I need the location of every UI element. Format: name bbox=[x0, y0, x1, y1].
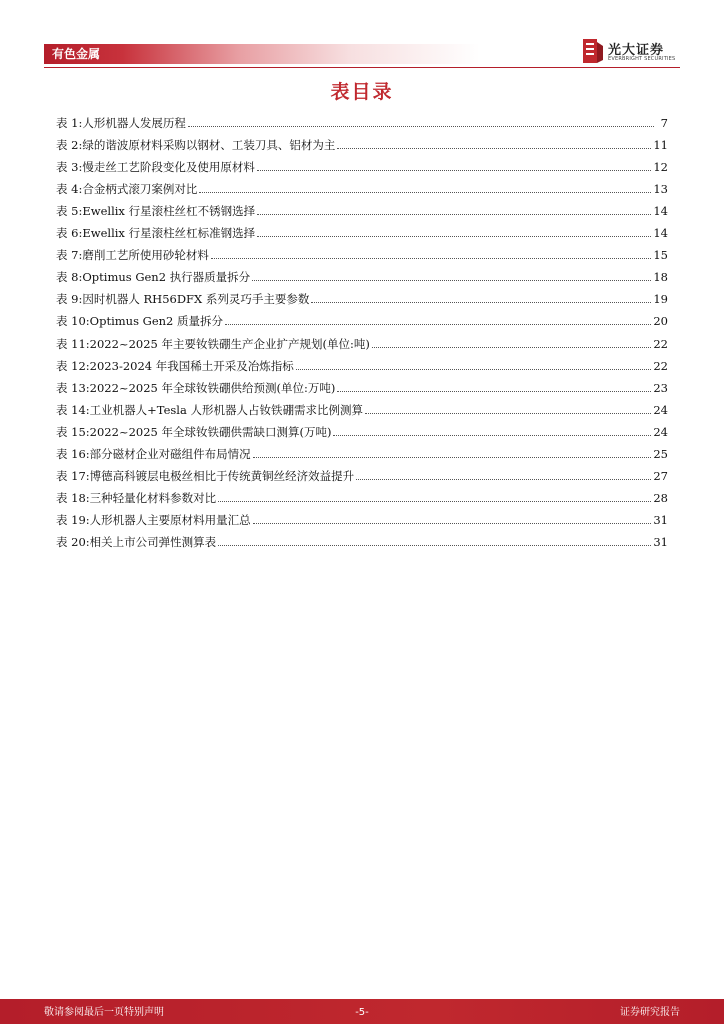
sector-label: 有色金属 bbox=[52, 47, 101, 61]
toc-entry-number: 表 11: bbox=[56, 336, 90, 351]
toc-entry-title: 工业机器人+Tesla 人形机器人占钕铁硼需求比例测算 bbox=[89, 402, 363, 417]
toc-dot-leader bbox=[311, 299, 651, 303]
toc-dot-leader bbox=[199, 189, 651, 193]
toc-entry[interactable] bbox=[56, 241, 668, 263]
toc-entry-page: 25 bbox=[653, 446, 668, 461]
logo-chinese-name: 光大证券 bbox=[608, 43, 665, 58]
toc-entry-number: 表 14: bbox=[56, 402, 90, 417]
everbright-logo-icon bbox=[582, 38, 604, 64]
toc-entry-title: 相关上市公司弹性测算表 bbox=[89, 534, 217, 549]
toc-entry[interactable] bbox=[56, 506, 668, 528]
toc-entry-number: 表 20: bbox=[56, 534, 90, 549]
toc-entry-title: 绿的谐波原材料采购以钢材、工装刀具、铝材为主 bbox=[82, 138, 336, 153]
toc-dot-leader bbox=[253, 520, 652, 524]
toc-entry-number: 表 17: bbox=[56, 468, 90, 483]
toc-dot-leader bbox=[356, 476, 651, 480]
toc-entry-title: 2022~2025 年全球钕铁硼供给预测(单位:万吨) bbox=[89, 380, 336, 395]
toc-entry-number: 表 6: bbox=[56, 226, 83, 241]
toc-entry-title: 人形机器人主要原材料用量汇总 bbox=[89, 512, 251, 527]
toc-entry-number: 表 18: bbox=[56, 490, 90, 505]
toc-entry[interactable] bbox=[56, 307, 668, 329]
toc-dot-leader bbox=[225, 321, 651, 325]
toc-entry-page: 14 bbox=[653, 204, 668, 219]
toc-dot-leader bbox=[333, 432, 651, 436]
toc-entry-page: 24 bbox=[653, 424, 668, 439]
footer-report-type: 证券研究报告 bbox=[620, 1007, 680, 1018]
toc-entry[interactable] bbox=[56, 528, 668, 550]
toc-entry-page: 31 bbox=[653, 534, 668, 549]
toc-entry[interactable] bbox=[56, 131, 668, 153]
header-band bbox=[44, 44, 480, 64]
toc-entry-number: 表 16: bbox=[56, 446, 90, 461]
toc-dot-leader bbox=[218, 542, 651, 546]
toc-entry-number: 表 19: bbox=[56, 512, 90, 527]
page-title: 表目录 bbox=[330, 81, 394, 103]
toc-entry-page: 23 bbox=[653, 380, 668, 395]
table-of-tables bbox=[56, 109, 668, 550]
toc-dot-leader bbox=[296, 366, 652, 370]
header-divider bbox=[44, 67, 680, 68]
toc-entry-number: 表 3: bbox=[56, 160, 83, 175]
toc-entry-number: 表 1: bbox=[56, 116, 83, 131]
toc-dot-leader bbox=[337, 388, 651, 392]
toc-dot-leader bbox=[365, 410, 651, 414]
toc-entry-title: 因时机器人 RH56DFX 系列灵巧手主要参数 bbox=[82, 292, 310, 307]
toc-entry-title: 2022~2025 年主要钕铁硼生产企业扩产规划(单位:吨) bbox=[89, 336, 370, 351]
toc-entry-page: 18 bbox=[653, 270, 668, 285]
toc-entry-number: 表 15: bbox=[56, 424, 90, 439]
toc-entry-page: 28 bbox=[653, 490, 668, 505]
toc-entry[interactable] bbox=[56, 175, 668, 197]
company-logo bbox=[582, 38, 682, 66]
toc-entry[interactable] bbox=[56, 352, 668, 374]
toc-entry[interactable] bbox=[56, 219, 668, 241]
toc-entry-title: 2023-2024 年我国稀土开采及冶炼指标 bbox=[89, 358, 294, 373]
toc-dot-leader bbox=[218, 498, 651, 502]
toc-entry[interactable] bbox=[56, 418, 668, 440]
toc-dot-leader bbox=[188, 123, 654, 127]
toc-entry-title: 博德高科镀层电极丝相比于传统黄铜丝经济效益提升 bbox=[89, 468, 355, 483]
toc-entry-page: 14 bbox=[653, 226, 668, 241]
toc-entry[interactable] bbox=[56, 109, 668, 131]
toc-entry[interactable] bbox=[56, 484, 668, 506]
toc-entry-title: 部分磁材企业对磁组件布局情况 bbox=[89, 446, 251, 461]
toc-entry[interactable] bbox=[56, 440, 668, 462]
toc-dot-leader bbox=[257, 211, 651, 215]
toc-entry-title: 合金柄式滚刀案例对比 bbox=[82, 182, 198, 197]
toc-entry-page: 22 bbox=[653, 358, 668, 373]
toc-entry-number: 表 9: bbox=[56, 292, 83, 307]
toc-entry-page: 7 bbox=[660, 116, 668, 131]
logo-english-name: EVERBRIGHT SECURITIES bbox=[608, 56, 676, 62]
footer-page-number: -5- bbox=[355, 1007, 369, 1018]
toc-entry-number: 表 4: bbox=[56, 182, 83, 197]
toc-entry-title: 2022~2025 年全球钕铁硼供需缺口测算(万吨) bbox=[89, 424, 332, 439]
toc-entry[interactable] bbox=[56, 153, 668, 175]
toc-entry[interactable] bbox=[56, 462, 668, 484]
footer-disclaimer: 敬请参阅最后一页特别声明 bbox=[44, 1007, 164, 1018]
toc-entry[interactable] bbox=[56, 396, 668, 418]
toc-entry-title: Optimus Gen2 执行器质量拆分 bbox=[82, 270, 251, 285]
toc-entry-number: 表 8: bbox=[56, 270, 83, 285]
toc-entry-number: 表 5: bbox=[56, 204, 83, 219]
toc-dot-leader bbox=[257, 233, 651, 237]
toc-entry[interactable] bbox=[56, 285, 668, 307]
toc-entry-title: Ewellix 行星滚柱丝杠不锈钢选择 bbox=[82, 204, 256, 219]
toc-entry[interactable] bbox=[56, 374, 668, 396]
toc-entry-title: Ewellix 行星滚柱丝杠标准钢选择 bbox=[82, 226, 256, 241]
toc-dot-leader bbox=[252, 277, 651, 281]
toc-entry-page: 27 bbox=[653, 468, 668, 483]
toc-dot-leader bbox=[257, 167, 652, 171]
toc-entry-number: 表 13: bbox=[56, 380, 90, 395]
toc-dot-leader bbox=[372, 344, 652, 348]
toc-entry-number: 表 12: bbox=[56, 358, 90, 373]
toc-entry-page: 15 bbox=[653, 248, 668, 263]
toc-entry-title: 慢走丝工艺阶段变化及使用原材料 bbox=[82, 160, 255, 175]
toc-entry[interactable] bbox=[56, 197, 668, 219]
toc-entry-title: Optimus Gen2 质量拆分 bbox=[89, 314, 223, 329]
toc-entry-title: 人形机器人发展历程 bbox=[82, 116, 186, 131]
toc-entry-number: 表 2: bbox=[56, 138, 83, 153]
toc-entry-number: 表 10: bbox=[56, 314, 90, 329]
toc-entry-page: 20 bbox=[653, 314, 668, 329]
toc-entry[interactable] bbox=[56, 263, 668, 285]
toc-entry-page: 31 bbox=[653, 512, 668, 527]
toc-dot-leader bbox=[253, 454, 652, 458]
toc-entry-title: 磨削工艺所使用砂轮材料 bbox=[82, 248, 209, 263]
toc-entry-page: 13 bbox=[653, 182, 668, 197]
toc-entry-title: 三种轻量化材料参数对比 bbox=[89, 490, 217, 505]
toc-entry-page: 12 bbox=[653, 160, 668, 175]
toc-entry-page: 24 bbox=[653, 402, 668, 417]
toc-entry-number: 表 7: bbox=[56, 248, 83, 263]
toc-dot-leader bbox=[337, 145, 651, 149]
toc-entry-page: 11 bbox=[653, 138, 668, 153]
toc-entry[interactable] bbox=[56, 329, 668, 351]
toc-entry-page: 22 bbox=[653, 336, 668, 351]
toc-dot-leader bbox=[211, 255, 652, 259]
toc-entry-page: 19 bbox=[653, 292, 668, 307]
